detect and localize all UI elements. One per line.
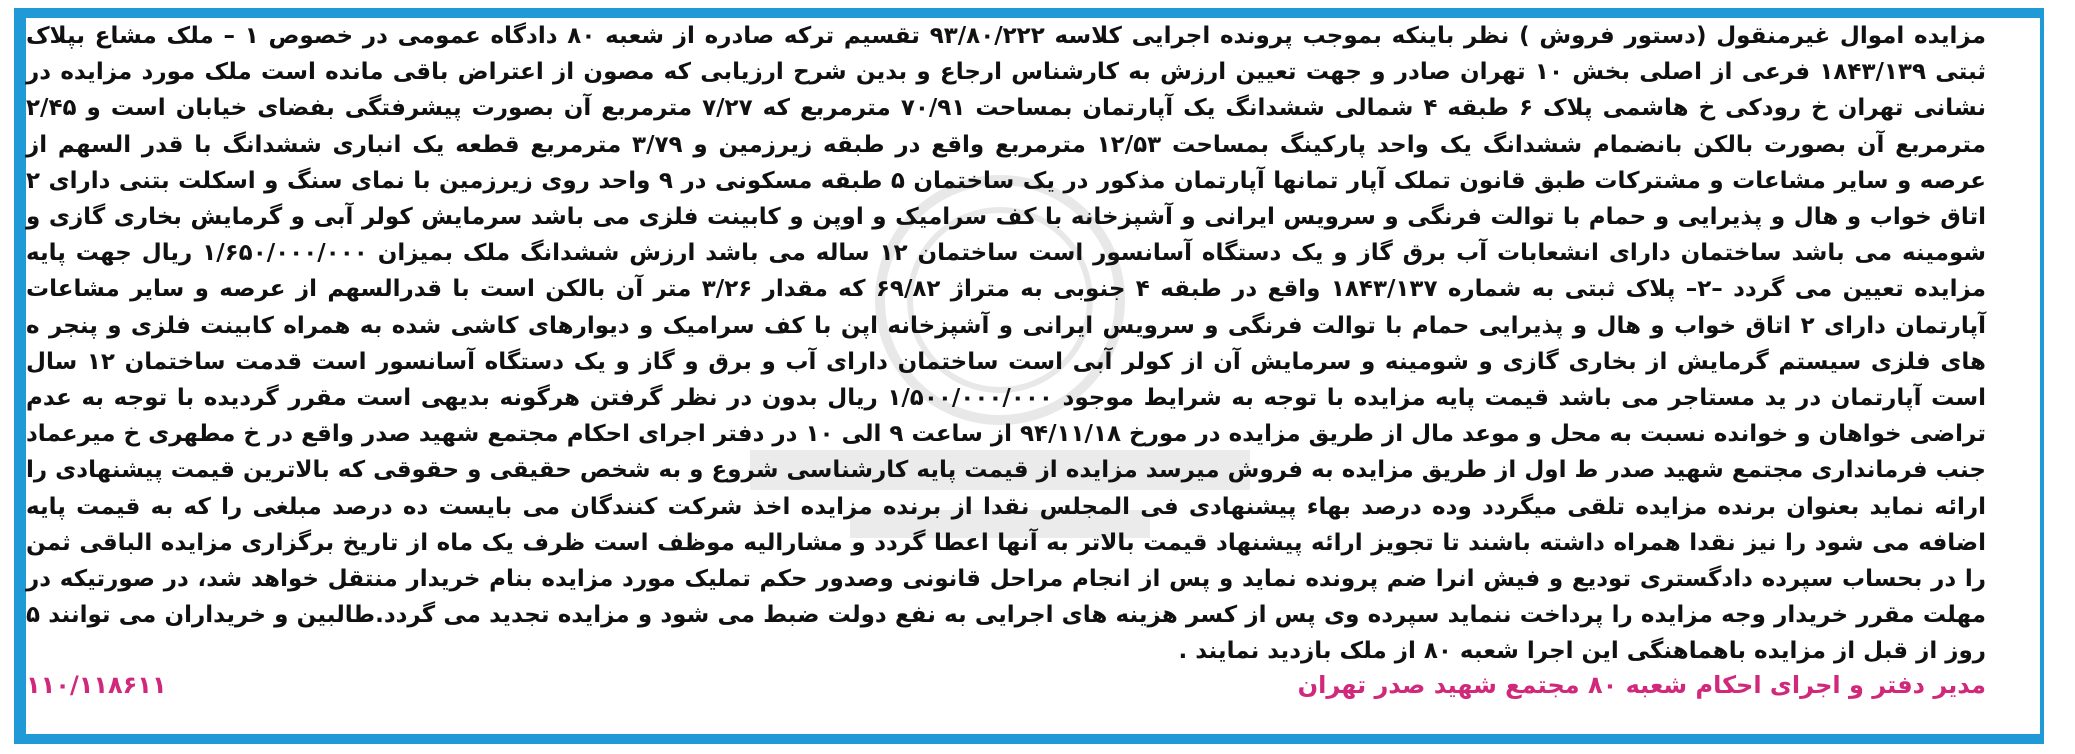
footer-office-signature: مدیر دفتر و اجرای احکام شعبه ۸۰ مجتمع شهید صدر تهران xyxy=(1297,671,1986,699)
notice-footer xyxy=(26,666,1986,706)
notice-body: مزایده اموال غیرمنقول (دستور فروش ) نظر باینکه بموجب پرونده اجرایی کلاسه ۹۳/۸۰/۲۲۲ تقسیم ترکه صادره از شعبه ۸۰ دادگاه عمومی در خصوص ۱ – ملک مشاع بپلاک ثبتی ۱۸۴۳/۱۳۹ فرعی از اصلی بخش ۱۰ تهران صادر و جهت تعیین ارزش به کارشناس ارجاع و بدین شرح ارزیابی که مصون از اعتراض باقی مانده است ملک مورد مزایده در نشانی تهران خ رودکی خ هاشمی پلاک ۶ طبقه ۴ شمالی ششدانگ یک آپارتمان بمساحت ۷۰/۹۱ مترمربع که ۷/۲۷ مترمربع آن بصورت پیشرفتگی بفضای خیابان است و ۲/۴۵ مترمربع آن بصورت بالکن بانضمام ششدانگ یک واحد پارکینگ بمساحت ۱۲/۵۳ مترمربع واقع در طبقه زیرزمین و ۳/۷۹ مترمربع قطعه یک انباری ششدانگ با قدر السهم از عرصه و سایر مشاعات و مشترکات طبق قانون تملک آپار تمانها آپارتمان مذکور در یک ساختمان ۵ طبقه مسکونی در ۹ واحد روی زیرزمین با نمای سنگ و اسکلت بتنی دارای ۲ اتاق خواب و هال و پذیرایی و حمام با توالت فرنگی و سرویس ایرانی و آشپزخانه با کف سرامیک و اوپن و کابینت فلزی می باشد سرمایش کولر آبی و گرمایش بخاری گازی و شومینه می باشد ساختمان دارای انشعابات آب برق گاز و یک دستگاه آسانسور است ساختمان ۱۲ ساله می باشد ارزش ششدانگ ملک بمیزان ۱/۶۵۰/۰۰۰/۰۰۰ ریال جهت پایه مزایده تعیین می گردد –۲– پلاک ثبتی به شماره ۱۸۴۳/۱۳۷ واقع در طبقه ۴ جنوبی به متراژ ۶۹/۸۲ که مقدار ۳/۲۶ متر آن بالکن است با قدرالسهم از عرصه و سایر مشاعات آپارتمان دارای ۲ اتاق خواب و هال و پذیرایی حمام با توالت فرنگی و سرویس ایرانی و آشپزخانه اپن با کف سرامیک و دیوارهای کاشی شده به همراه کابینت فلزی و پنجر ه های فلزی سیستم گرمایش از بخاری گازی و شومینه و سرمایش آن از کولر آبی است ساختمان دارای آب و برق و گاز و یک دستگاه آسانسور است قدمت ساختمان ۱۲ سال است آپارتمان در ید مستاجر می باشد قیمت پایه مزایده با توجه به شرایط موجود ۱/۵۰۰/۰۰۰/۰۰۰ ریال بدون در نظر گرفتن هرگونه بدیهی است مقرر گردیده با توجه به عدم تراضی خواهان و خوانده نسبت به محل و موعد مال از طریق مزایده در مورخ ۹۴/۱۱/۱۸ از ساعت ۹ الی ۱۰ در دفتر اجرای احکام مجتمع شهید صدر واقع در خ مطهری خ میرعماد جنب فرمانداری مجتمع شهید صدر ط اول از طریق مزایده به فروش میرسد مزایده از قیمت پایه کارشناسی شروع و به شخص حقیقی و حقوقی که بالاترین قیمت پیشنهادی را ارائه نماید بعنوان برنده مزایده تلقی میگردد وده درصد بهاء پیشنهادی فی المجلس نقدا از برنده مزایده اخذ شرکت کنندگان می بایست ده درصد مبلغی را که به قیمت پایه اضافه می شود را نیز نقدا همراه داشته باشند تا تجویز ارائه پیشنهاد قیمت بالاتر به آنها اعطا گردد و مشارالیه موظف است ظرف یک ماه از تاریخ برگزاری مزایده الباقی ثمن را در بحساب سپرده دادگستری تودیع و فیش انرا ضم پرونده نماید و پس از انجام مراحل قانونی وصدور حکم تملیک مورد مزایده بنام خریدار منتقل خواهد شد، در صورتیکه در مهلت مقرر خریدار وجه مزایده را پرداخت ننماید سپرده وی پس از کسر هزینه های اجرایی به نفع دولت ضبط می شود و مزایده تجدید می گردد.طالبین و خریداران می توانند ۵ روز از قبل از مزایده باهماهنگی این اجرا شعبه ۸۰ از ملک بازدید نمایند . xyxy=(26,23,1986,665)
footer-reference-code: ۱۱۰/۱۱۸۶۱۱ xyxy=(26,671,167,699)
